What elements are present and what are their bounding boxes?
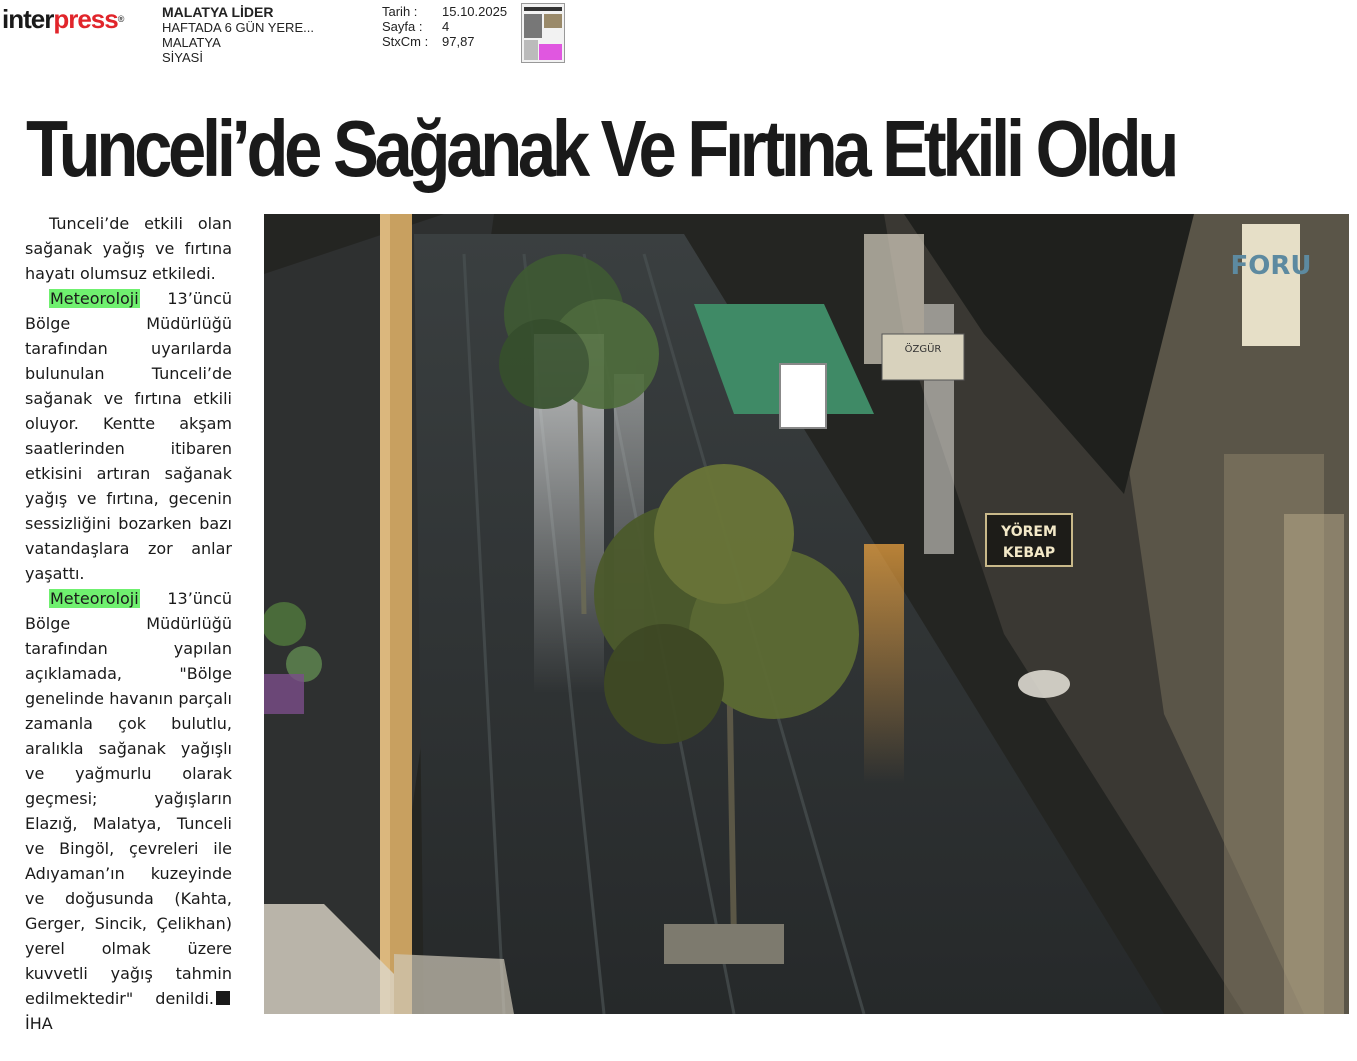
sign-yorem-line2: KEBAP [1002,545,1056,561]
sign-yorem-line1: YÖREM [1001,524,1057,540]
publication-city: MALATYA [162,35,221,50]
highlight-keyword: Meteoroloji [50,289,139,308]
meta-page-row [382,19,507,34]
orange-reflection [864,544,904,784]
publication-category: SİYASİ [162,50,203,65]
paragraph-1: Tunceli’de etkili olan sağanak yağış ve fırtına hayatı olumsuz etkiledi. [25,214,232,283]
logo-part-inter: inter [2,4,54,34]
meta-date-row [382,4,507,19]
interpress-logo [2,4,123,34]
agency-credit: İHA [25,1014,53,1033]
car-detail [394,954,514,1014]
meta-page-label: Sayfa : [382,19,423,34]
thumbnail-block [544,14,562,28]
pole-highlight [380,214,390,1014]
paragraph-2 [25,286,232,586]
meta-date-value: 15.10.2025 [442,4,508,19]
standing-sign [780,364,826,428]
building-column [1284,514,1344,1014]
paragraph-3 [25,586,232,1036]
publication-name: MALATYA LİDER [162,4,274,20]
news-photo [264,214,1349,1014]
paragraph-2-text: 13’üncü Bölge Müdürlüğü tarafından uyarılarda bulunulan Tunceli’de sağanak ve fırtına etkili oluyor. Kentte akşam saatlerinden itibaren etkisini artıran sağanak yağış ve fırtına, gecenin sessizliğini bozarken bazı vatandaşlara zor anlar yaşattı. [25,289,232,583]
sign-foru-text: FORU [1230,251,1312,281]
logo-part-press: press [53,4,118,34]
trash-bags [1018,670,1070,698]
thumbnail-block [524,7,562,11]
tree-planter [664,924,784,964]
publication-info [162,5,314,65]
meta-date-label: Tarih : [382,4,418,19]
meta-size-row [382,34,507,49]
potted-plant [264,602,306,646]
sign-ozgur [882,334,964,380]
meta-page-value: 4 [442,19,450,34]
thumbnail-highlight [539,44,562,60]
highlight-keyword: Meteoroloji [50,589,139,608]
logo-registered-mark: ® [117,14,124,24]
publication-frequency: HAFTADA 6 GÜN YERE... [162,20,314,35]
sign-foru [1231,224,1312,346]
meta-size-label: StxCm : [382,34,429,49]
article-body [25,211,232,1036]
page-thumbnail[interactable] [521,3,565,63]
clip-meta [382,4,507,49]
sign-yorem-kebap [986,514,1072,566]
thumbnail-block [524,40,538,60]
photo-illustration [264,214,1349,1014]
paragraph-3-text: 13’üncü Bölge Müdürlüğü tarafından yapılan açıklamada, "Bölge genelinde havanın parçalı zamanla çok bulutlu, aralıkla sağanak yağışlı ve yağmurlu olarak geçmesi; yağışların Elazığ, Malatya, Tunceli ve Bingöl, çevreleri ile Adıyaman’ın kuzeyinde ve doğusunda (Kahta, Gerger, Sincik, Çelikhan) yerel olmak üzere kuvvetli yağış tahmin edilmektedir" denildi. [25,589,232,1008]
sign-ozgur-text: ÖZGÜR [904,344,942,355]
end-square-icon [216,991,230,1005]
article-headline: Tunceli’de Sağanak Ve Fırtına Etkili Oldu [26,104,1176,193]
purple-pot [264,674,304,714]
meta-size-value: 97,87 [442,34,475,49]
thumbnail-block [524,14,542,38]
